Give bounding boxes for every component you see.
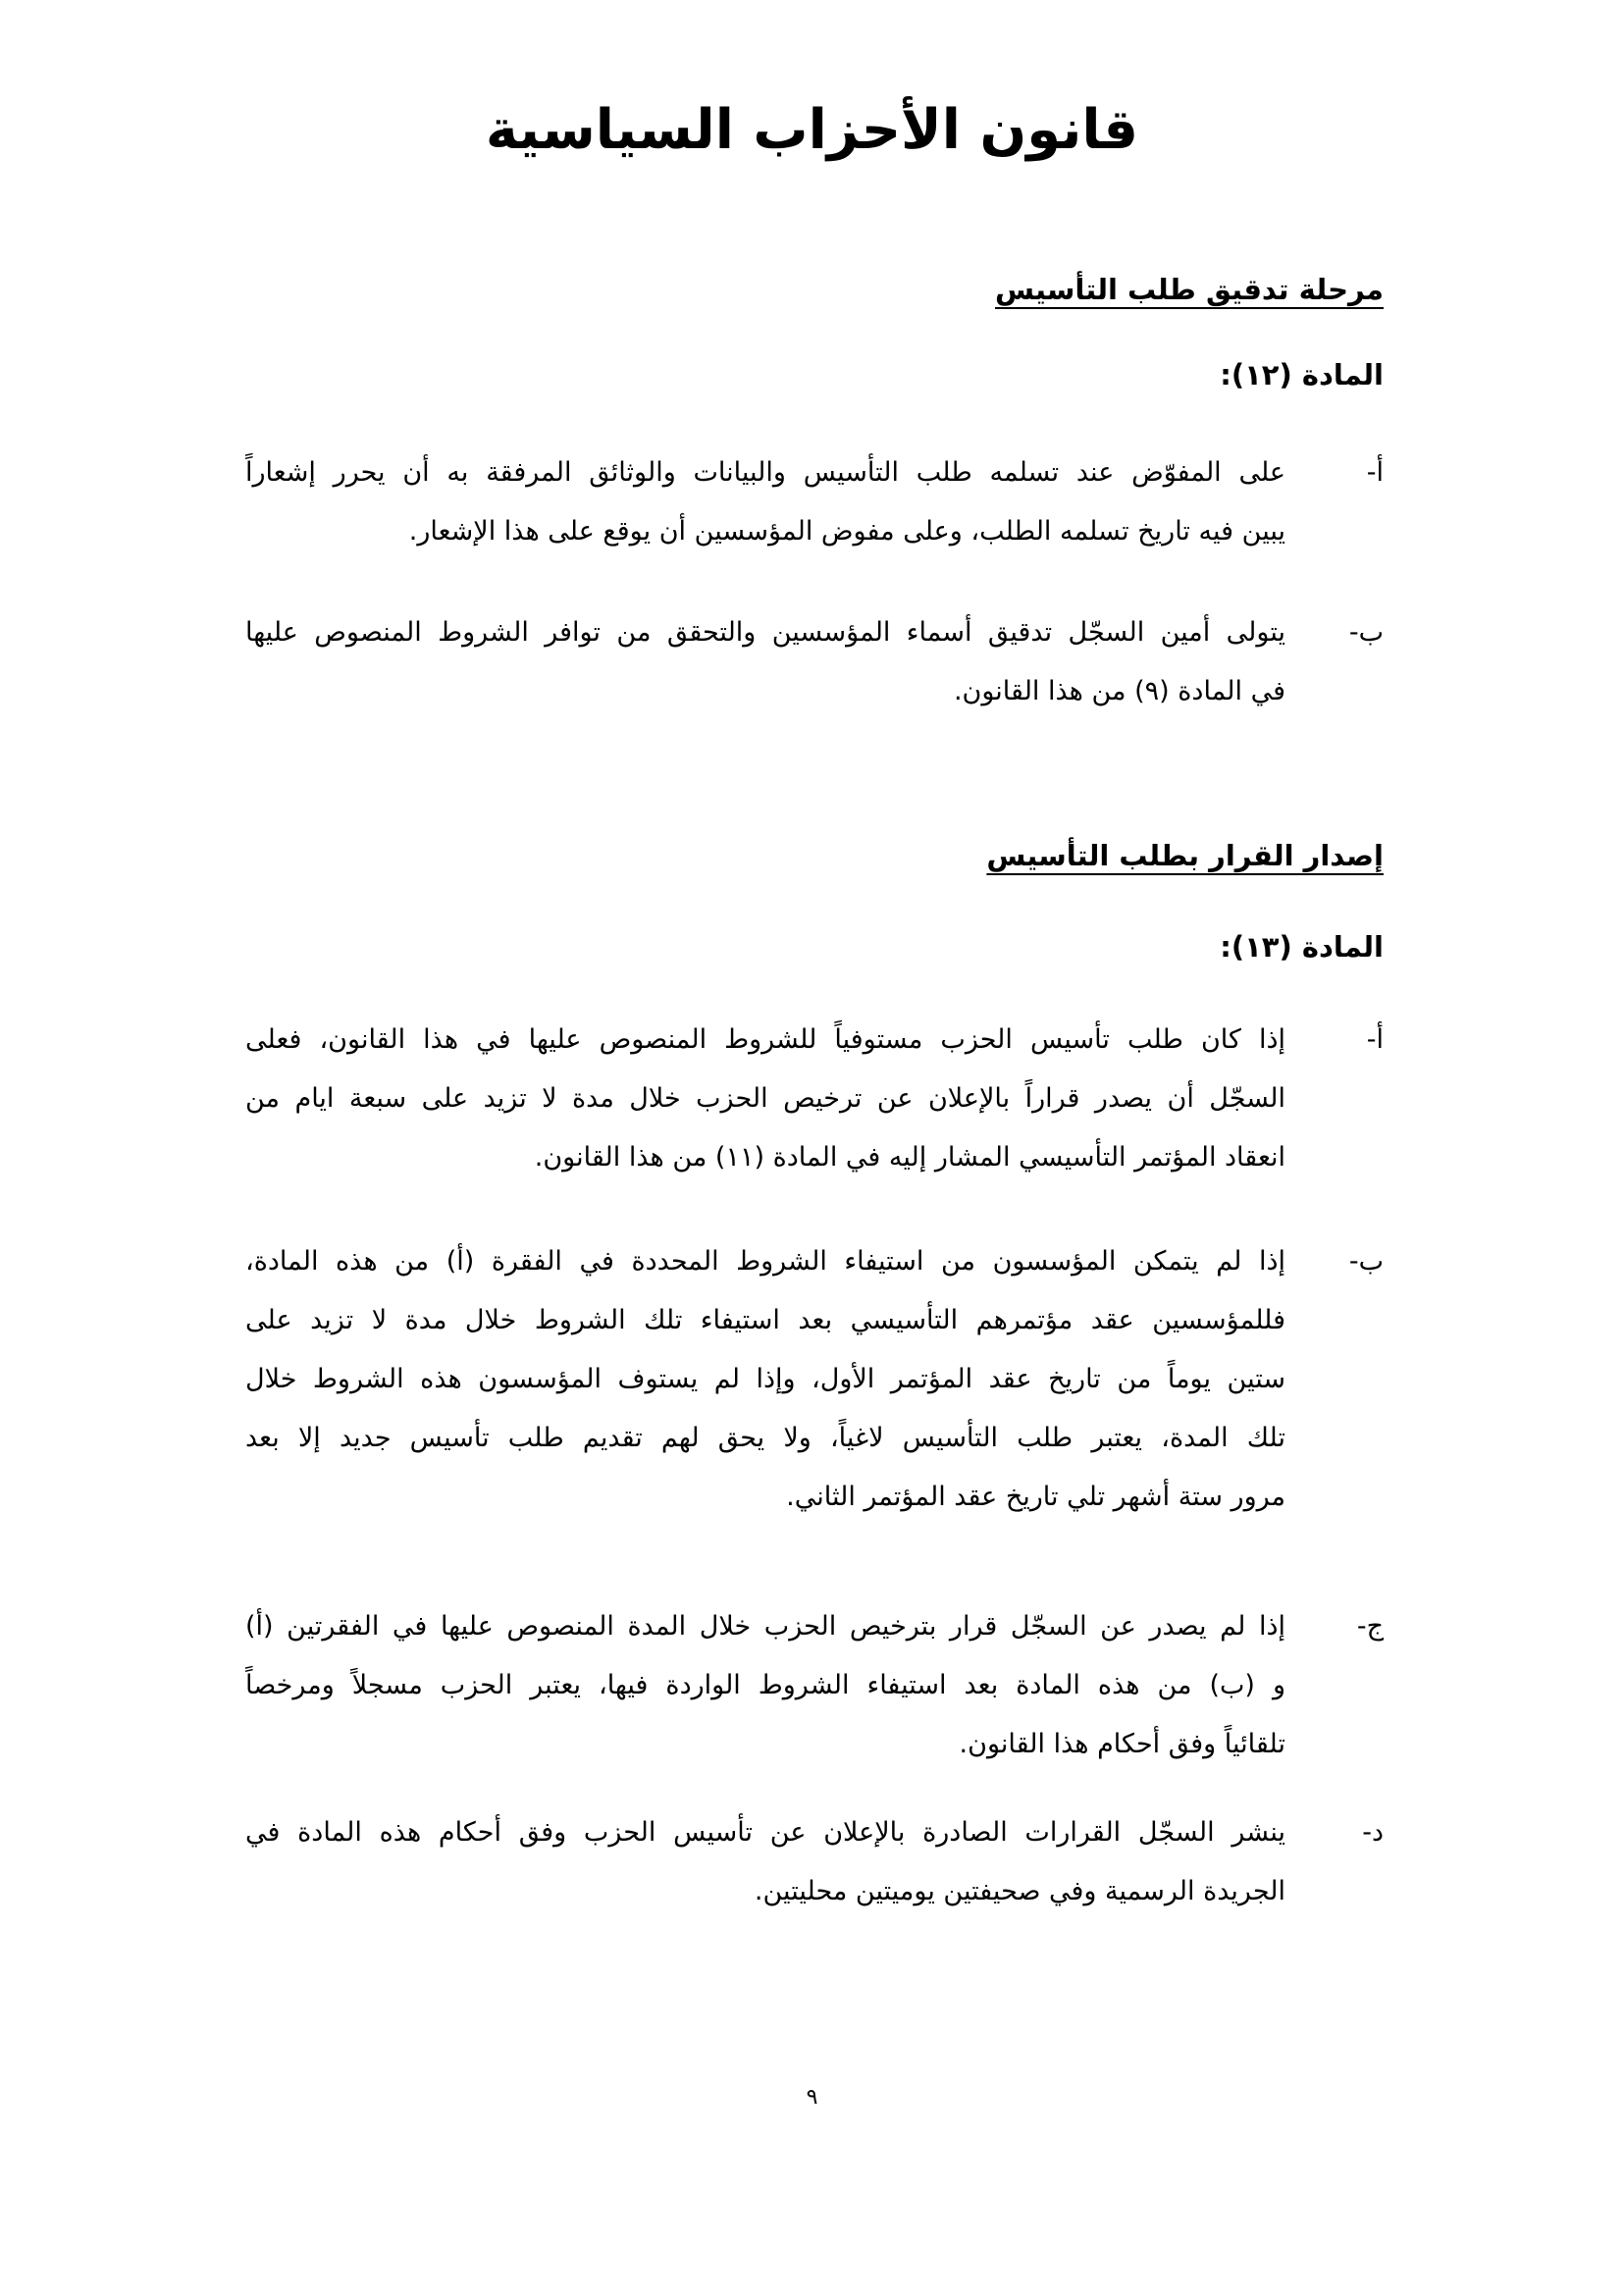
text-line: ستين يوماً من تاريخ عقد المؤتمر الأول، وإذا لم يستوف المؤسسون هذه الشروط خلال xyxy=(245,1364,1285,1394)
text-line: انعقاد المؤتمر التأسيسي المشار إليه في المادة (١١) من هذا القانون. xyxy=(534,1142,1285,1173)
article-label: المادة (١٢): xyxy=(1220,358,1384,391)
text-line: ينشر السجّل القرارات الصادرة بالإعلان عن تأسيس الحزب وفق أحكام هذه المادة في xyxy=(245,1817,1285,1848)
text-line: في المادة (٩) من هذا القانون. xyxy=(953,676,1285,706)
item-marker: أ- xyxy=(1366,1024,1384,1055)
text-line: السجّل أن يصدر قراراً بالإعلان عن ترخيص الحزب خلال مدة لا تزيد على سبعة ايام من xyxy=(245,1083,1285,1114)
item-marker: ب- xyxy=(1348,1246,1384,1277)
text-line: تلقائياً وفق أحكام هذا القانون. xyxy=(959,1729,1285,1759)
text-line: فللمؤسسين عقد مؤتمرهم التأسيسي بعد استيفاء تلك الشروط خلال مدة لا تزيد على xyxy=(245,1305,1285,1335)
text-line: على المفوّض عند تسلمه طلب التأسيس والبيانات والوثائق المرفقة به أن يحرر إشعاراً xyxy=(245,457,1285,488)
text-line: إذا لم يصدر عن السجّل قرار بترخيص الحزب خلال المدة المنصوص عليها في الفقرتين (أ) xyxy=(245,1611,1285,1642)
item-marker: د- xyxy=(1362,1817,1384,1848)
text-line: تلك المدة، يعتبر طلب التأسيس لاغياً، ولا يحق لهم تقديم طلب تأسيس جديد إلا بعد xyxy=(245,1423,1285,1453)
item-marker: ب- xyxy=(1348,617,1384,648)
page-number: ٩ xyxy=(806,2085,818,2110)
section-heading: مرحلة تدقيق طلب التأسيس xyxy=(995,273,1384,306)
text-line: يتولى أمين السجّل تدقيق أسماء المؤسسين والتحقق من توافر الشروط المنصوص عليها xyxy=(245,617,1285,648)
text-line: إذا كان طلب تأسيس الحزب مستوفياً للشروط المنصوص عليها في هذا القانون، فعلى xyxy=(245,1024,1285,1055)
item-marker: أ- xyxy=(1366,457,1384,488)
text-line: الجريدة الرسمية وفي صحيفتين يوميتين محليتين. xyxy=(754,1876,1285,1906)
item-marker: ج- xyxy=(1356,1611,1384,1642)
article-label: المادة (١٣): xyxy=(1220,930,1384,964)
section-heading: إصدار القرار بطلب التأسيس xyxy=(986,839,1384,872)
text-line: يبين فيه تاريخ تسلمه الطلب، وعلى مفوض المؤسسين أن يوقع على هذا الإشعار. xyxy=(408,516,1285,547)
text-line: و (ب) من هذه المادة بعد استيفاء الشروط الواردة فيها، يعتبر الحزب مسجلاً ومرخصاً xyxy=(245,1670,1285,1700)
document-title: قانون الأحزاب السياسية xyxy=(485,98,1139,162)
text-line: مرور ستة أشهر تلي تاريخ عقد المؤتمر الثاني. xyxy=(786,1482,1285,1512)
text-line: إذا لم يتمكن المؤسسون من استيفاء الشروط المحددة في الفقرة (أ) من هذه المادة، xyxy=(245,1246,1285,1277)
